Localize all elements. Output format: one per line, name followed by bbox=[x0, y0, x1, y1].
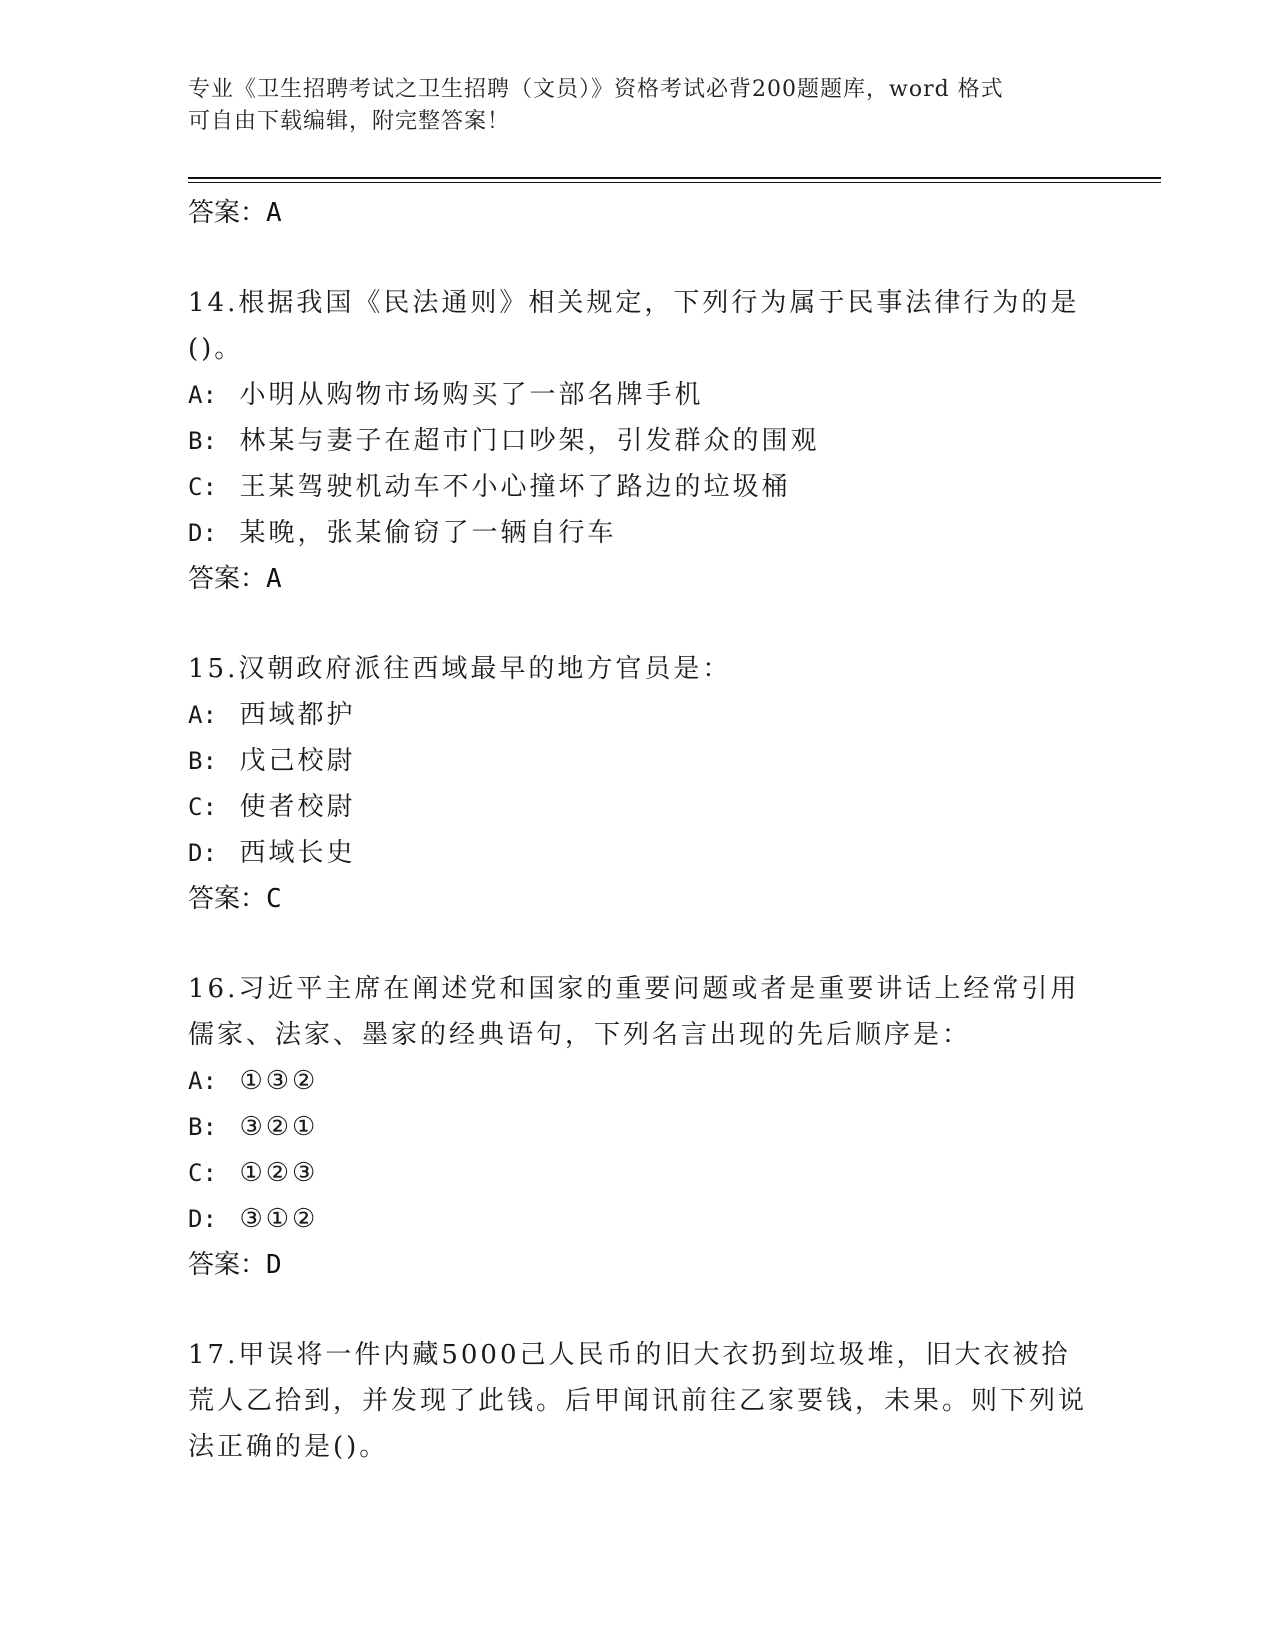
question-item bbox=[188, 1332, 1088, 1470]
answer-value: D bbox=[266, 1250, 282, 1280]
answer-value: A bbox=[266, 564, 282, 594]
question-text: 16.习近平主席在阐述党和国家的重要问题或者是重要讲话上经常引用儒家、法家、墨家的经典语句，下列名言出现的先后顺序是： bbox=[188, 974, 1080, 1050]
option-key: C: bbox=[188, 793, 217, 821]
option-text: ①②③ bbox=[239, 1158, 319, 1188]
header-line-1: 专业《卫生招聘考试之卫生招聘（文员）》资格考试必背200题题库，word 格式 bbox=[188, 77, 1004, 102]
question-text: 17.甲误将一件内藏5000己人民币的旧大衣扔到垃圾堆，旧大衣被拾荒人乙拾到，并发现了此钱。后甲闻讯前往乙家要钱，未果。则下列说法正确的是()。 bbox=[188, 1340, 1088, 1462]
option-text: ①③② bbox=[239, 1066, 319, 1096]
option-text: ③①② bbox=[239, 1204, 319, 1234]
option-key: D: bbox=[188, 519, 217, 547]
option-a bbox=[188, 692, 1088, 738]
option-text: ③②① bbox=[239, 1112, 319, 1142]
option-text: 西域长史 bbox=[239, 838, 356, 868]
option-key: C: bbox=[188, 1159, 217, 1187]
question-text: 14.根据我国《民法通则》相关规定，下列行为属于民事法律行为的是()。 bbox=[188, 288, 1080, 364]
option-key: B: bbox=[188, 427, 217, 455]
option-key: B: bbox=[188, 1113, 217, 1141]
option-key: A: bbox=[188, 701, 217, 729]
option-text: 戊己校尉 bbox=[239, 746, 356, 776]
document-header bbox=[188, 74, 1068, 138]
option-text: 西域都护 bbox=[239, 700, 356, 730]
answer-value: C bbox=[266, 884, 282, 914]
option-b bbox=[188, 738, 1088, 784]
option-c bbox=[188, 1150, 1088, 1196]
answer-line bbox=[188, 556, 1088, 602]
option-key: D: bbox=[188, 1205, 217, 1233]
option-text: 某晚，张某偷窃了一辆自行车 bbox=[239, 518, 617, 548]
answer-line bbox=[188, 190, 1088, 236]
option-b bbox=[188, 1104, 1088, 1150]
option-d bbox=[188, 1196, 1088, 1242]
option-key: A: bbox=[188, 1067, 217, 1095]
option-key: B: bbox=[188, 747, 217, 775]
header-rule-thin bbox=[188, 182, 1161, 183]
answer-line bbox=[188, 1242, 1088, 1288]
option-text: 林某与妻子在超市门口吵架，引发群众的围观 bbox=[239, 426, 820, 456]
option-key: C: bbox=[188, 473, 217, 501]
question-item bbox=[188, 280, 1088, 602]
header-rule-thick bbox=[188, 177, 1161, 179]
question-list bbox=[188, 190, 1088, 1470]
option-c bbox=[188, 784, 1088, 830]
answer-label: 答案： bbox=[188, 564, 267, 594]
option-c bbox=[188, 464, 1088, 510]
option-text: 小明从购物市场购买了一部名牌手机 bbox=[239, 380, 704, 410]
option-a bbox=[188, 1058, 1088, 1104]
question-text: 15.汉朝政府派往西域最早的地方官员是： bbox=[188, 654, 732, 684]
option-key: D: bbox=[188, 839, 217, 867]
answer-label: 答案： bbox=[188, 1250, 267, 1280]
answer-line bbox=[188, 876, 1088, 922]
answer-label: 答案： bbox=[188, 884, 267, 914]
answer-value: A bbox=[266, 198, 282, 228]
option-key: A: bbox=[188, 381, 217, 409]
option-text: 王某驾驶机动车不小心撞坏了路边的垃圾桶 bbox=[239, 472, 791, 502]
answer-label: 答案： bbox=[188, 198, 267, 228]
option-text: 使者校尉 bbox=[239, 792, 356, 822]
option-b bbox=[188, 418, 1088, 464]
question-item bbox=[188, 646, 1088, 922]
option-d bbox=[188, 510, 1088, 556]
header-line-2: 可自由下载编辑，附完整答案！ bbox=[188, 109, 511, 134]
option-a bbox=[188, 372, 1088, 418]
question-item bbox=[188, 966, 1088, 1288]
option-d bbox=[188, 830, 1088, 876]
